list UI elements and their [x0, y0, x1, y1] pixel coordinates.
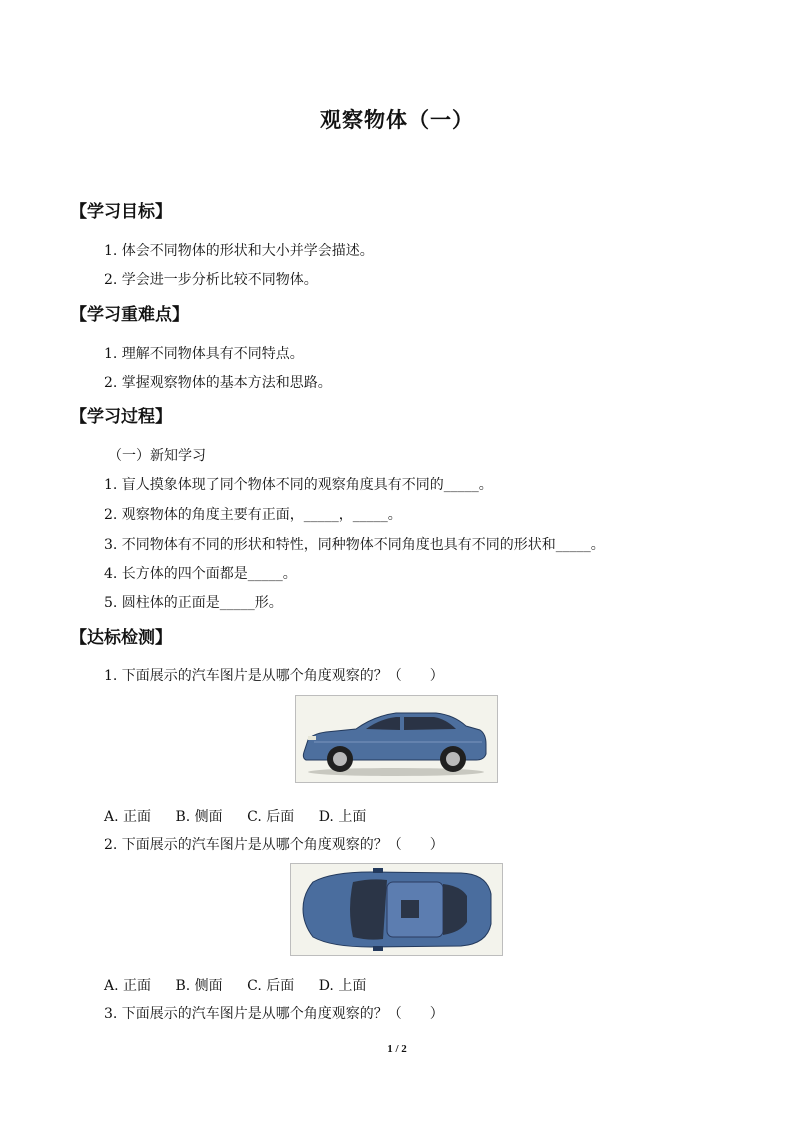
process-item-1: 1. 盲人摸象体现了同个物体不同的观察角度具有不同的_____。 — [104, 477, 493, 493]
goal-item-2: 2. 学会进一步分析比较不同物体。 — [104, 272, 318, 288]
goal-item-1: 1. 体会不同物体的形状和大小并学会描述。 — [104, 243, 374, 259]
question-1-option-c[interactable]: C. 后面 — [247, 809, 295, 825]
question-1-option-d[interactable]: D. 上面 — [318, 809, 367, 825]
key-point-item-1: 1. 理解不同物体具有不同特点。 — [104, 346, 304, 362]
section-heading-key-points: 【学习重难点】 — [70, 305, 189, 325]
car-side-view-image — [295, 695, 498, 783]
process-item-5: 5. 圆柱体的正面是_____形。 — [104, 595, 283, 611]
question-1-options — [104, 806, 386, 826]
process-item-4: 4. 长方体的四个面都是_____。 — [104, 566, 297, 582]
question-1-option-b[interactable]: B. 侧面 — [175, 809, 223, 825]
page-title: 观察物体（一） — [320, 107, 474, 132]
question-1-text: 1. 下面展示的汽车图片是从哪个角度观察的？（ ） — [104, 668, 444, 684]
question-2-option-c[interactable]: C. 后面 — [247, 978, 295, 994]
question-2-text: 2. 下面展示的汽车图片是从哪个角度观察的？（ ） — [104, 837, 444, 853]
section-heading-check: 【达标检测】 — [70, 628, 172, 648]
section-heading-process: 【学习过程】 — [70, 407, 172, 427]
process-item-2: 2. 观察物体的角度主要有正面，_____，_____。 — [104, 507, 402, 523]
question-2-option-d[interactable]: D. 上面 — [318, 978, 367, 994]
car-top-view-image — [290, 863, 503, 956]
page-number: 1 / 2 — [387, 1043, 407, 1055]
process-subheading: （一）新知学习 — [108, 448, 206, 464]
section-heading-goals: 【学习目标】 — [70, 202, 172, 222]
key-point-item-2: 2. 掌握观察物体的基本方法和思路。 — [104, 375, 332, 391]
process-item-3: 3. 不同物体有不同的形状和特性，同种物体不同角度也具有不同的形状和_____。 — [104, 537, 605, 553]
question-1-option-a[interactable]: A. 正面 — [104, 809, 152, 825]
question-3-text: 3. 下面展示的汽车图片是从哪个角度观察的？（ ） — [104, 1006, 444, 1022]
question-2-options — [104, 975, 386, 995]
question-2-option-b[interactable]: B. 侧面 — [175, 978, 223, 994]
question-2-option-a[interactable]: A. 正面 — [104, 978, 152, 994]
